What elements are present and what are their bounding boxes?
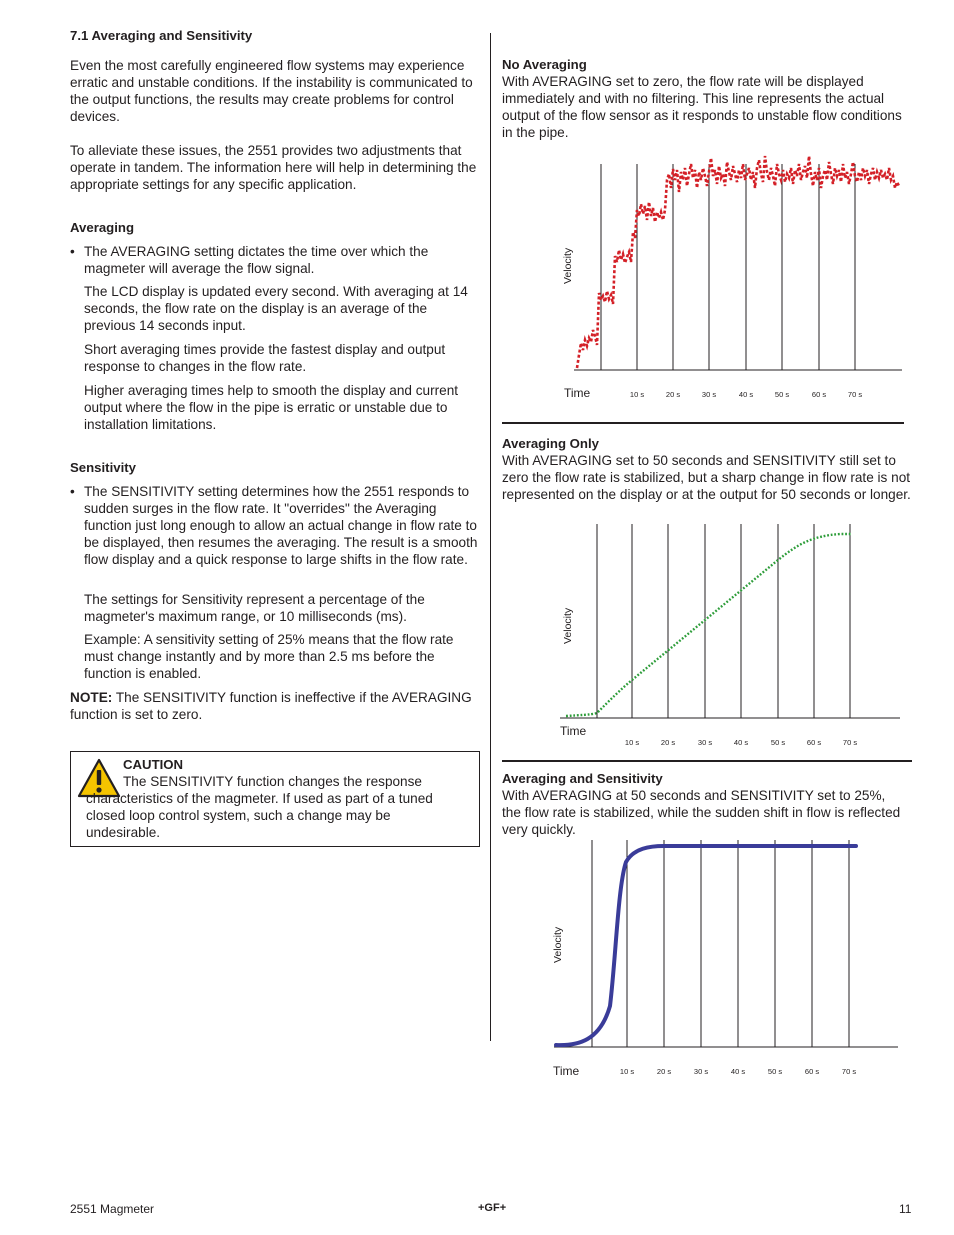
averaging-bullet: The AVERAGING setting dictates the time over which the magmeter will average the flow signal. xyxy=(84,244,429,276)
note-paragraph xyxy=(70,690,482,724)
caution-box xyxy=(70,751,480,847)
tick-label: 50 s xyxy=(770,738,786,747)
no-averaging-heading: No Averaging xyxy=(502,57,587,72)
caution-title: CAUTION xyxy=(123,757,184,772)
intro-paragraph-1: Even the most carefully engineered flow systems may experience erratic and unstable conditions. If the instability is communicated to the output functions, the results may create problems for control devices. xyxy=(70,58,473,124)
tick-label: 30 s xyxy=(697,738,713,747)
tick-label: 10 s xyxy=(624,738,640,747)
averaging-paragraph-1: The LCD display is updated every second. With averaging at 14 seconds, the flow rate on the display is an average of the previous 14 seconds input. xyxy=(84,284,468,333)
no-averaging-text: With AVERAGING set to zero, the flow rate will be displayed immediately and with no filtering. This line represents the actual output of the flow sensor as it responds to unstable flow conditions in the pipe. xyxy=(502,74,902,140)
velocity-label: Velocity xyxy=(552,926,564,963)
sensitivity-bullet: The SENSITIVITY setting determines how the 2551 responds to sudden surges in the flow rate. It "overrides" the Averaging function just long enough to allow an actual change in flow rate to be displayed, then resumes the averaging. The result is a smooth flow display and a quick response to large shifts in the flow rate. xyxy=(84,484,478,567)
series-line-averaging-sensitivity xyxy=(556,846,856,1045)
tick-label: 20 s xyxy=(656,1067,672,1076)
footer-logo: +GF+ xyxy=(478,1202,507,1214)
column-divider xyxy=(490,33,491,1041)
bullet-dot: • xyxy=(70,484,75,499)
note-text: The SENSITIVITY function is ineffective if the AVERAGING function is set to zero. xyxy=(70,690,472,722)
tick-label: 20 s xyxy=(665,390,681,399)
tick-label: 50 s xyxy=(767,1067,783,1076)
page-number: 11 xyxy=(899,1202,912,1216)
tick-label: 60 s xyxy=(811,390,827,399)
series-line-averaging-only xyxy=(566,534,852,716)
tick-label: 40 s xyxy=(738,390,754,399)
tick-label: 60 s xyxy=(806,738,822,747)
section-rule xyxy=(502,760,912,762)
tick-label: 10 s xyxy=(619,1067,635,1076)
note-label: NOTE: xyxy=(70,690,113,705)
sensitivity-heading: Sensitivity xyxy=(70,460,136,475)
bullet-dot: • xyxy=(70,244,75,259)
averaging-only-heading: Averaging Only xyxy=(502,436,599,451)
tick-label: 10 s xyxy=(629,390,645,399)
time-label: Time xyxy=(553,1064,580,1078)
averaging-sensitivity-text: With AVERAGING at 50 seconds and SENSITIVITY set to 25%, the flow rate is stabilized, while the sudden shift in flow is reflected very quickly. xyxy=(502,788,901,837)
chart-no-averaging xyxy=(540,150,910,410)
averaging-paragraph-2: Short averaging times provide the fastest display and output response to changes in the flow rate. xyxy=(84,342,446,374)
tick-label: 20 s xyxy=(660,738,676,747)
averaging-heading: Averaging xyxy=(70,220,134,235)
series-line-no-averaging xyxy=(577,156,899,368)
section-heading: 7.1 Averaging and Sensitivity xyxy=(70,28,253,43)
chart-averaging-only xyxy=(540,520,910,752)
averaging-paragraph-3: Higher averaging times help to smooth the display and current output where the flow in the pipe is erratic or unstable due to installation limitations. xyxy=(84,383,459,432)
intro-paragraph-2: To alleviate these issues, the 2551 provides two adjustments that operate in tandem. The information here will help in determining the appropriate settings for any specific application. xyxy=(70,143,477,192)
time-label: Time xyxy=(564,386,591,400)
tick-label: 30 s xyxy=(693,1067,709,1076)
tick-label: 50 s xyxy=(774,390,790,399)
tick-label: 70 s xyxy=(847,390,863,399)
tick-label: 70 s xyxy=(841,1067,857,1076)
chart-averaging-sensitivity xyxy=(540,836,910,1081)
tick-label: 40 s xyxy=(733,738,749,747)
footer-product: 2551 Magmeter xyxy=(70,1202,155,1216)
velocity-label: Velocity xyxy=(562,247,574,284)
tick-label: 40 s xyxy=(730,1067,746,1076)
tick-label: 60 s xyxy=(804,1067,820,1076)
tick-label: 70 s xyxy=(842,738,858,747)
caution-text: The SENSITIVITY function changes the response characteristics of the magmeter. If used as part of a tuned closed loop control system, such a change may be undesirable. xyxy=(86,774,433,840)
averaging-sensitivity-heading: Averaging and Sensitivity xyxy=(502,771,663,786)
velocity-label: Velocity xyxy=(562,607,574,644)
averaging-only-text: With AVERAGING set to 50 seconds and SENSITIVITY still set to zero the flow rate is stabilized, but a sharp change in flow rate is not represented on the display or at the output for 50 seconds or longer. xyxy=(502,453,911,502)
time-label: Time xyxy=(560,724,587,738)
section-rule xyxy=(502,422,904,424)
sensitivity-paragraph-2: Example: A sensitivity setting of 25% means that the flow rate must change instantly and by more than 2.5 ms before the function is enabled. xyxy=(84,632,454,681)
sensitivity-paragraph-1: The settings for Sensitivity represent a percentage of the magmeter's maximum range, or 10 milliseconds (ms). xyxy=(84,592,425,624)
tick-label: 30 s xyxy=(701,390,717,399)
